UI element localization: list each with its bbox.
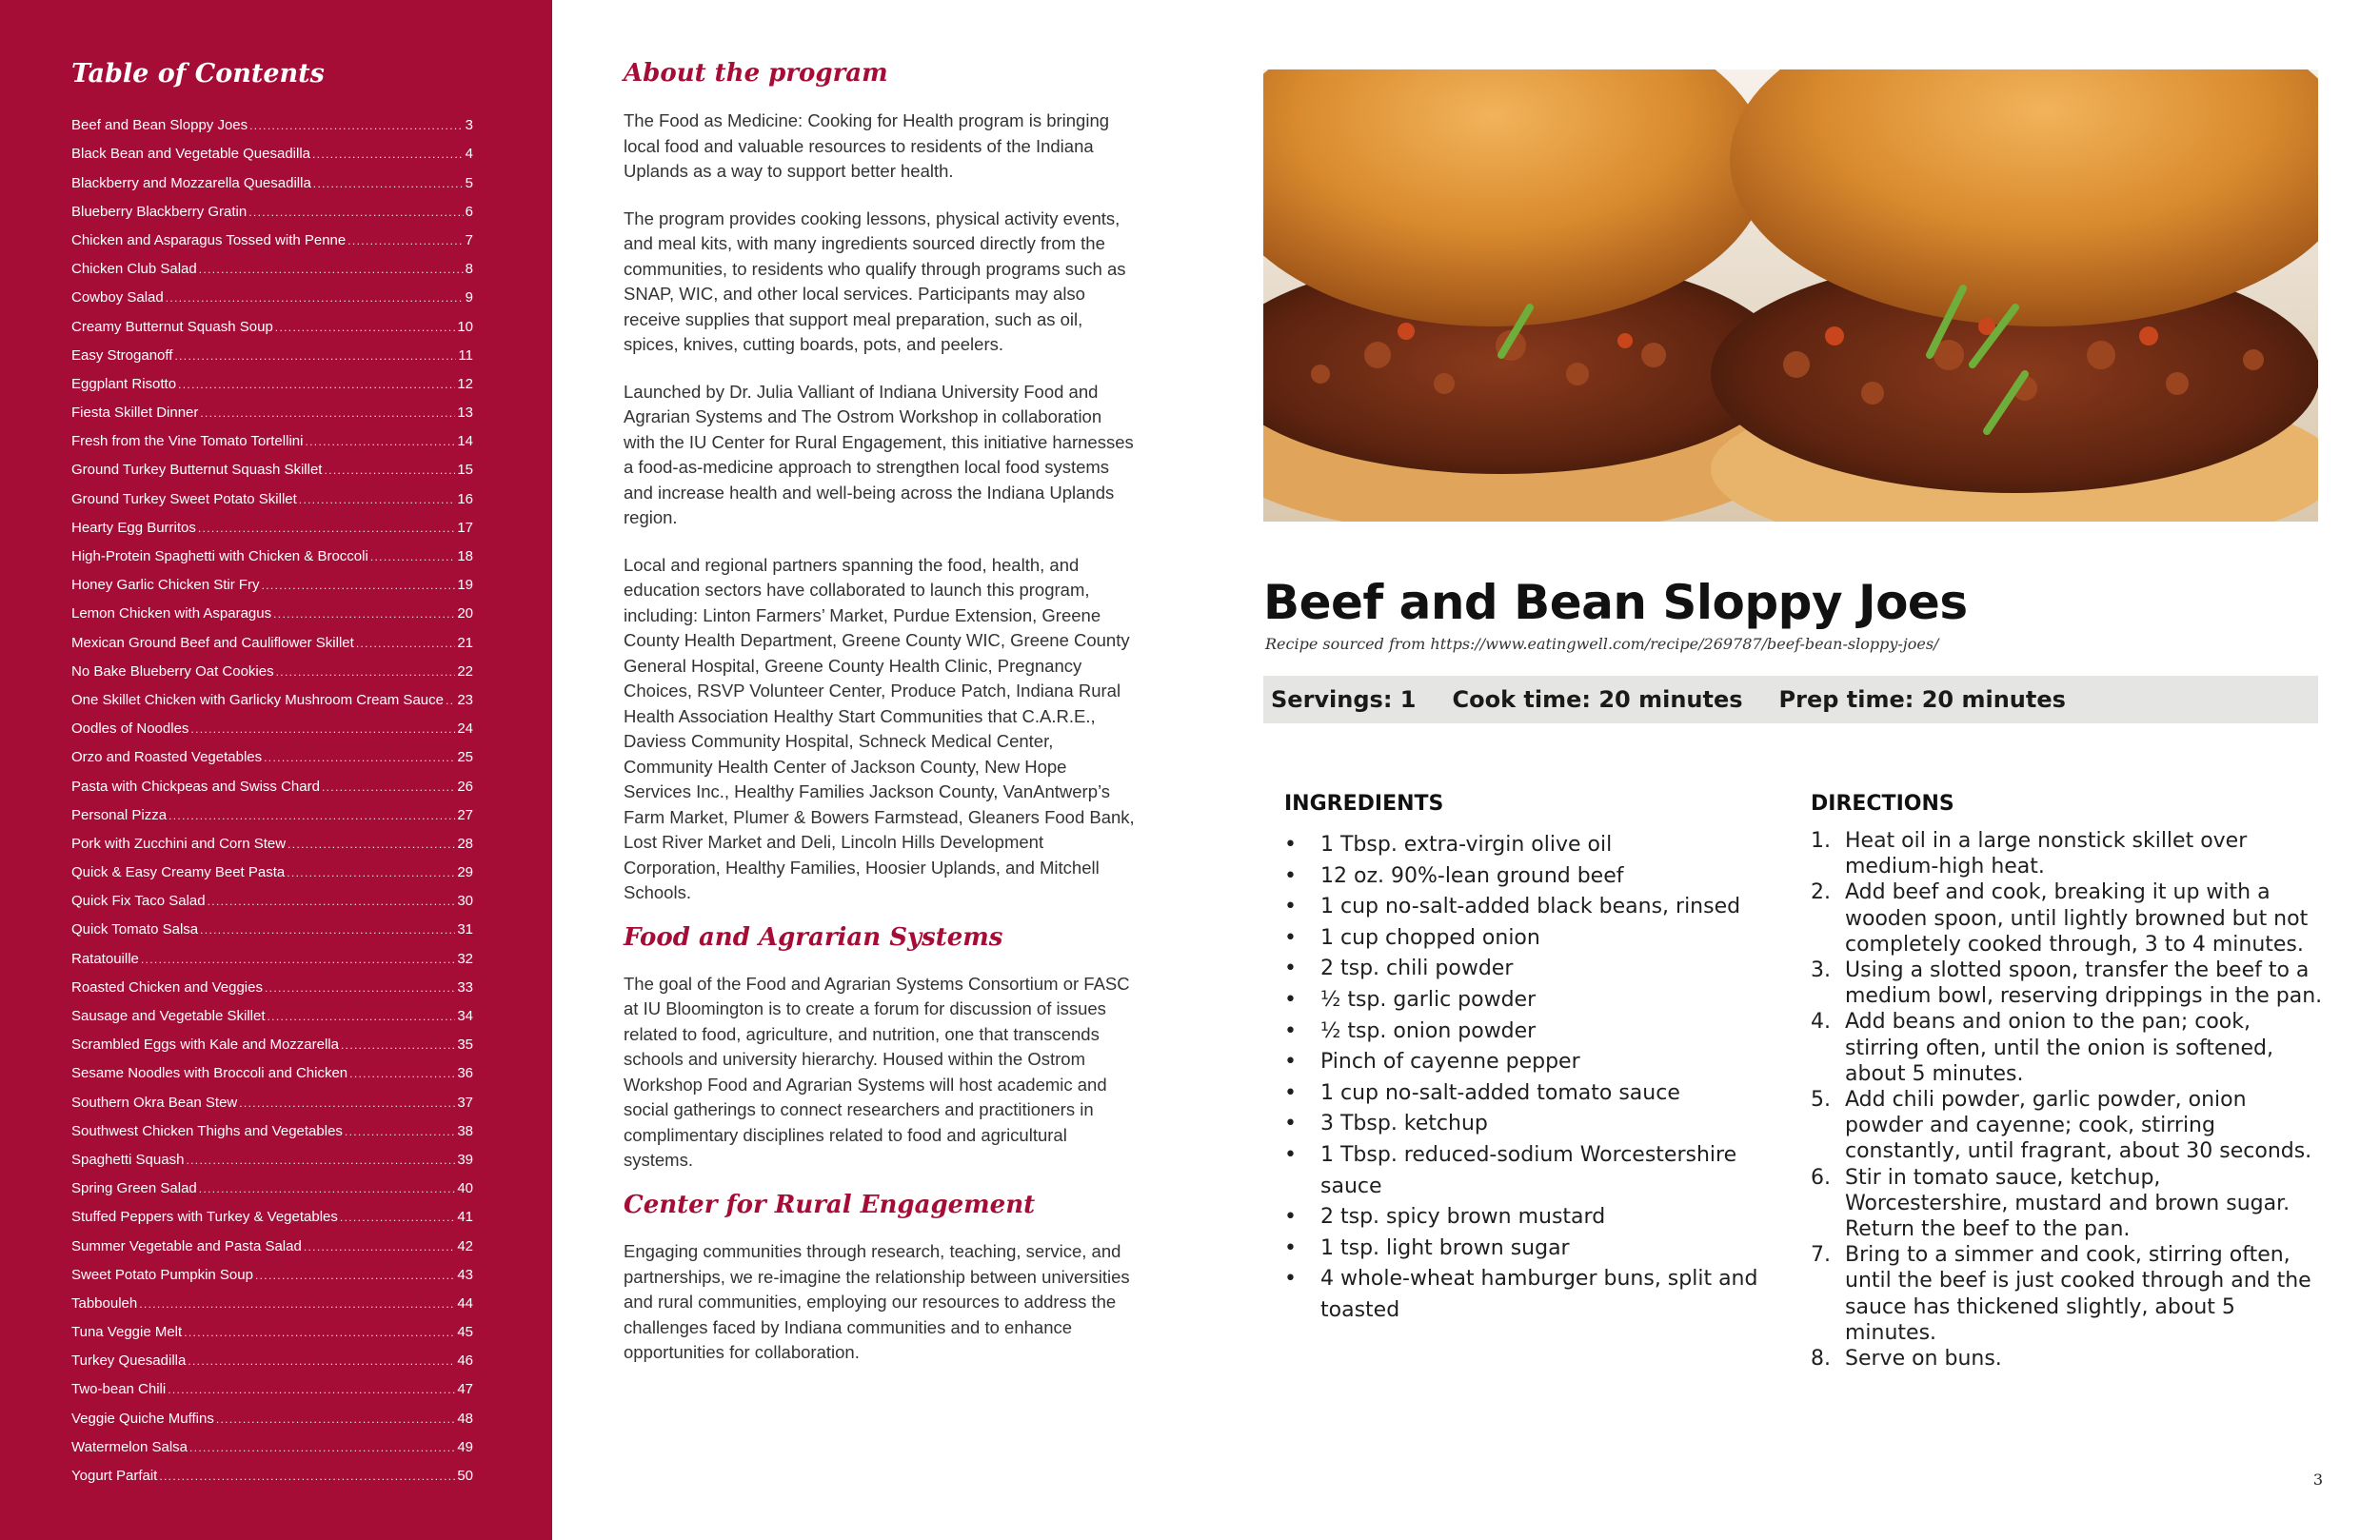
ingredient-item: • 1 cup chopped onion bbox=[1284, 923, 1779, 955]
toc-item[interactable] bbox=[71, 1139, 473, 1168]
toc-leader-dots bbox=[239, 1095, 455, 1111]
toc-leader-dots bbox=[248, 204, 463, 220]
toc-leader-dots bbox=[340, 1209, 455, 1225]
direction-step bbox=[1811, 1165, 2330, 1243]
recipe-title: Beef and Bean Sloppy Joes bbox=[1263, 575, 1968, 630]
toc-leader-dots bbox=[304, 1238, 455, 1254]
ingredient-item: • ½ tsp. onion powder bbox=[1284, 1017, 1779, 1048]
toc-item[interactable] bbox=[71, 996, 473, 1024]
toc-item-page: 41 bbox=[457, 1209, 473, 1226]
toc-item-label: Roasted Chicken and Veggies bbox=[71, 978, 263, 996]
toc-item[interactable] bbox=[71, 680, 473, 708]
toc-item-label: Black Bean and Vegetable Quesadilla bbox=[71, 146, 311, 163]
toc-item-page: 29 bbox=[457, 864, 473, 881]
toc-item-page: 38 bbox=[457, 1122, 473, 1139]
toc-item-label: Scrambled Eggs with Kale and Mozzarella bbox=[71, 1037, 339, 1054]
toc-item[interactable] bbox=[71, 1455, 473, 1484]
toc-item-page: 10 bbox=[457, 318, 473, 335]
toc-item-label: Spaghetti Squash bbox=[71, 1151, 185, 1168]
direction-step-number: 4. bbox=[1811, 1010, 1831, 1035]
toc-leader-dots bbox=[312, 146, 464, 162]
toc-item-page: 26 bbox=[457, 778, 473, 795]
toc-item[interactable] bbox=[71, 449, 473, 478]
ingredient-item: • 12 oz. 90%-lean ground beef bbox=[1284, 861, 1779, 893]
toc-item-label: Mexican Ground Beef and Cauliflower Skillet bbox=[71, 634, 354, 651]
direction-step-text: Heat oil in a large nonstick skillet over medium-high heat. bbox=[1845, 829, 2248, 879]
toc-item[interactable] bbox=[71, 1225, 473, 1254]
toc-item-label: Quick Tomato Salsa bbox=[71, 921, 199, 938]
direction-step-text: Add beans and onion to the pan; cook, stirring often, until the onion is softened, about 5 minutes. bbox=[1845, 1010, 2274, 1086]
ingredient-item: • 1 cup no-salt-added tomato sauce bbox=[1284, 1078, 1779, 1110]
toc-leader-dots bbox=[264, 749, 455, 765]
toc-item[interactable] bbox=[71, 651, 473, 680]
ingredients-heading: INGREDIENTS bbox=[1284, 792, 1444, 816]
directions-list bbox=[1811, 828, 2330, 1372]
directions-heading: DIRECTIONS bbox=[1811, 792, 1954, 816]
ingredient-item: • 1 tsp. light brown sugar bbox=[1284, 1234, 1779, 1265]
toc-item-page: 40 bbox=[457, 1180, 473, 1197]
toc-item-label: Spring Green Salad bbox=[71, 1180, 197, 1197]
toc-item-page: 39 bbox=[457, 1151, 473, 1168]
toc-item-label: Sausage and Vegetable Skillet bbox=[71, 1008, 266, 1024]
toc-item[interactable] bbox=[71, 277, 473, 306]
toc-item-page: 50 bbox=[457, 1468, 473, 1484]
toc-item-label: Oodles of Noodles bbox=[71, 721, 189, 738]
toc-item-page: 27 bbox=[457, 806, 473, 823]
toc-list bbox=[71, 105, 473, 1484]
toc-leader-dots bbox=[349, 1065, 455, 1081]
toc-item[interactable] bbox=[71, 765, 473, 794]
toc-item[interactable] bbox=[71, 162, 473, 190]
toc-item-page: 11 bbox=[458, 346, 473, 364]
toc-item-label: Chicken and Asparagus Tossed with Penne bbox=[71, 231, 347, 248]
toc-leader-dots bbox=[370, 548, 455, 564]
toc-item-page: 7 bbox=[465, 231, 473, 248]
toc-leader-dots bbox=[341, 1037, 455, 1053]
toc-item[interactable] bbox=[71, 1254, 473, 1283]
direction-step-number: 6. bbox=[1811, 1165, 1831, 1190]
toc-leader-dots bbox=[168, 1381, 455, 1397]
toc-leader-dots bbox=[299, 491, 456, 507]
toc-item[interactable] bbox=[71, 1196, 473, 1225]
toc-leader-dots bbox=[345, 1123, 455, 1139]
toc-item-label: Quick Fix Taco Salad bbox=[71, 893, 206, 910]
toc-item-label: Eggplant Risotto bbox=[71, 375, 177, 392]
toc-item[interactable] bbox=[71, 507, 473, 536]
toc-leader-dots bbox=[276, 663, 456, 680]
toc-leader-dots bbox=[313, 175, 464, 191]
toc-item-page: 36 bbox=[457, 1065, 473, 1082]
toc-leader-dots bbox=[189, 1439, 455, 1455]
direction-step-number: 5. bbox=[1811, 1088, 1831, 1113]
toc-item-label: Blueberry Blackberry Gratin bbox=[71, 203, 248, 220]
toc-item[interactable] bbox=[71, 191, 473, 220]
toc-item-label: Personal Pizza bbox=[71, 806, 168, 823]
toc-item-page: 31 bbox=[457, 921, 473, 938]
toc-item-label: Honey Garlic Chicken Stir Fry bbox=[71, 577, 260, 594]
toc-item-page: 47 bbox=[457, 1381, 473, 1398]
toc-leader-dots bbox=[255, 1267, 455, 1283]
toc-item-label: Tuna Veggie Melt bbox=[71, 1324, 183, 1341]
toc-item-label: One Skillet Chicken with Garlicky Mushroom Cream Sauce bbox=[71, 691, 444, 708]
toc-leader-dots bbox=[159, 1468, 455, 1484]
toc-item-label: Southwest Chicken Thighs and Vegetables bbox=[71, 1122, 343, 1139]
table-of-contents-sidebar bbox=[0, 0, 552, 1540]
direction-step bbox=[1811, 1346, 2330, 1372]
toc-item[interactable] bbox=[71, 622, 473, 650]
toc-item[interactable] bbox=[71, 852, 473, 880]
direction-step-number: 1. bbox=[1811, 829, 1831, 853]
toc-leader-dots bbox=[273, 605, 455, 622]
toc-item-label: Summer Vegetable and Pasta Salad bbox=[71, 1237, 302, 1254]
toc-item-label: Watermelon Salsa bbox=[71, 1438, 188, 1455]
toc-leader-dots bbox=[324, 462, 455, 478]
toc-item-page: 44 bbox=[457, 1294, 473, 1312]
direction-step-number: 7. bbox=[1811, 1243, 1831, 1268]
direction-step-text: Add chili powder, garlic powder, onion powder and cayenne; cook, stirring constantly, until fragrant, about 30 seconds. bbox=[1845, 1088, 2312, 1164]
toc-leader-dots bbox=[262, 577, 456, 593]
direction-step-text: Stir in tomato sauce, ketchup, Worcestershire, mustard and brown sugar. Return the beef to the pan. bbox=[1845, 1165, 2291, 1242]
toc-leader-dots bbox=[208, 893, 456, 909]
cre-heading: Center for Rural Engagement bbox=[624, 1190, 1036, 1219]
toc-title: Table of Contents bbox=[71, 59, 325, 89]
toc-item-label: Ground Turkey Butternut Squash Skillet bbox=[71, 462, 323, 479]
toc-item[interactable] bbox=[71, 1024, 473, 1053]
toc-item[interactable] bbox=[71, 1340, 473, 1369]
toc-item[interactable] bbox=[71, 248, 473, 277]
ingredient-item: • 2 tsp. chili powder bbox=[1284, 954, 1779, 985]
toc-item[interactable] bbox=[71, 1427, 473, 1455]
toc-leader-dots bbox=[169, 807, 455, 823]
toc-leader-dots bbox=[198, 520, 455, 536]
direction-step bbox=[1811, 879, 2330, 958]
recipe-source: Recipe sourced from https://www.eatingwell.com/recipe/269787/beef-bean-sloppy-joes/ bbox=[1265, 635, 1939, 653]
toc-item-page: 18 bbox=[457, 548, 473, 564]
toc-item-label: Sweet Potato Pumpkin Soup bbox=[71, 1266, 253, 1283]
toc-leader-dots bbox=[347, 232, 463, 248]
toc-leader-dots bbox=[184, 1324, 455, 1340]
toc-item-page: 35 bbox=[457, 1037, 473, 1054]
about-heading: About the program bbox=[624, 59, 888, 88]
toc-item[interactable] bbox=[71, 1312, 473, 1340]
toc-item[interactable] bbox=[71, 220, 473, 248]
page-number: 3 bbox=[2312, 1471, 2323, 1489]
ingredient-item: • 1 cup no-salt-added black beans, rinsed bbox=[1284, 892, 1779, 923]
direction-step bbox=[1811, 958, 2330, 1009]
toc-item-page: 22 bbox=[457, 662, 473, 680]
toc-item[interactable] bbox=[71, 737, 473, 765]
ingredient-item: • ½ tsp. garlic powder bbox=[1284, 985, 1779, 1017]
toc-item[interactable] bbox=[71, 105, 473, 133]
ingredient-item: • 3 Tbsp. ketchup bbox=[1284, 1109, 1779, 1140]
toc-leader-dots bbox=[186, 1152, 455, 1168]
toc-item-label: Turkey Quesadilla bbox=[71, 1352, 187, 1370]
toc-item[interactable] bbox=[71, 938, 473, 966]
toc-leader-dots bbox=[199, 261, 464, 277]
toc-item[interactable] bbox=[71, 364, 473, 392]
toc-leader-dots bbox=[446, 692, 455, 708]
toc-item-label: Fresh from the Vine Tomato Tortellini bbox=[71, 433, 304, 450]
toc-item-label: Pork with Zucchini and Corn Stew bbox=[71, 835, 287, 852]
toc-leader-dots bbox=[166, 289, 464, 306]
toc-item[interactable] bbox=[71, 909, 473, 938]
direction-step bbox=[1811, 1087, 2330, 1165]
toc-item-page: 6 bbox=[465, 203, 473, 220]
toc-leader-dots bbox=[178, 376, 455, 392]
ingredient-item: • 2 tsp. spicy brown mustard bbox=[1284, 1202, 1779, 1234]
toc-item-label: Easy Stroganoff bbox=[71, 346, 173, 364]
direction-step bbox=[1811, 1009, 2330, 1087]
toc-item[interactable] bbox=[71, 708, 473, 737]
direction-step-number: 3. bbox=[1811, 958, 1831, 983]
toc-item[interactable] bbox=[71, 1397, 473, 1426]
toc-item[interactable] bbox=[71, 536, 473, 564]
toc-item-label: Hearty Egg Burritos bbox=[71, 519, 196, 536]
toc-item-page: 3 bbox=[465, 117, 473, 134]
ingredient-item: • 1 Tbsp. reduced-sodium Worcestershire sauce bbox=[1284, 1140, 1779, 1202]
toc-item-label: Quick & Easy Creamy Beet Pasta bbox=[71, 864, 286, 881]
toc-item-page: 46 bbox=[457, 1352, 473, 1370]
toc-item-label: Orzo and Roasted Vegetables bbox=[71, 749, 263, 766]
toc-leader-dots bbox=[188, 1352, 455, 1369]
toc-item-page: 20 bbox=[457, 605, 473, 622]
toc-item[interactable] bbox=[71, 967, 473, 996]
toc-item-label: Beef and Bean Sloppy Joes bbox=[71, 117, 248, 134]
about-column bbox=[624, 59, 1138, 1366]
toc-item-page: 23 bbox=[457, 691, 473, 708]
ingredients-list bbox=[1284, 830, 1779, 1327]
toc-leader-dots bbox=[322, 779, 455, 795]
about-paragraph-4: Local and regional partners spanning the food, health, and education sectors have collaborated to launch this program, including: Linton Farmers’ Market, Purdue Extension, Greene County Health Department, Greene County WIC, Greene County General Hospital, Greene County Health Clinic, Pregnancy Choices, RSVP Volunteer Center, Produce Patch, Indiana Rural Health Association Healthy Start Communities that C.A.R.E., Daviess Community Hospital, Schneck Medical Center, Community Health Center of Jackson County, New Hope Services Inc., Healthy Families Jackson County, VanAntwerp’s Farm Market, Plumer & Bowers Farmstead, Gleaners Food Bank, Lost River Market and Deli, Lincoln Hills Development Corporation, Healthy Families, Hoosier Uplands, and Mitchell Schools. bbox=[624, 554, 1135, 903]
toc-item-label: Chicken Club Salad bbox=[71, 261, 197, 278]
toc-item[interactable] bbox=[71, 392, 473, 421]
toc-item-label: Southern Okra Bean Stew bbox=[71, 1094, 238, 1111]
toc-item-label: Two-bean Chili bbox=[71, 1381, 167, 1398]
direction-step-text: Using a slotted spoon, transfer the beef to a medium bowl, reserving drippings in the pan. bbox=[1845, 958, 2323, 1009]
toc-item-page: 32 bbox=[457, 950, 473, 967]
cre-paragraph: Engaging communities through research, teaching, service, and partnerships, we re-imagine the relationship between universities and rural communities, employing our resources to address the challenges faced by Indiana communities and to enhance opportunities for collaboration. bbox=[624, 1241, 1130, 1363]
toc-item-page: 8 bbox=[465, 261, 473, 278]
toc-leader-dots bbox=[287, 864, 455, 880]
toc-item-label: Fiesta Skillet Dinner bbox=[71, 405, 199, 422]
toc-item[interactable] bbox=[71, 133, 473, 162]
toc-leader-dots bbox=[249, 117, 464, 133]
toc-leader-dots bbox=[200, 405, 455, 421]
servings: Servings: 1 bbox=[1271, 686, 1417, 713]
direction-step-text: Serve on buns. bbox=[1845, 1347, 2002, 1372]
toc-item-page: 43 bbox=[457, 1266, 473, 1283]
toc-item-page: 37 bbox=[457, 1094, 473, 1111]
toc-item-page: 33 bbox=[457, 978, 473, 996]
toc-item-page: 21 bbox=[457, 634, 473, 651]
ingredient-item: • Pinch of cayenne pepper bbox=[1284, 1047, 1779, 1078]
toc-item-label: Tabbouleh bbox=[71, 1294, 138, 1312]
toc-item-page: 15 bbox=[457, 462, 473, 479]
toc-item-page: 48 bbox=[457, 1410, 473, 1427]
toc-leader-dots bbox=[305, 433, 455, 449]
toc-item-label: Pasta with Chickpeas and Swiss Chard bbox=[71, 778, 320, 795]
toc-item[interactable] bbox=[71, 1081, 473, 1110]
toc-item-page: 13 bbox=[457, 405, 473, 422]
toc-item[interactable] bbox=[71, 564, 473, 593]
toc-item[interactable] bbox=[71, 478, 473, 506]
toc-item-label: Stuffed Peppers with Turkey & Vegetables bbox=[71, 1209, 338, 1226]
toc-item-page: 12 bbox=[457, 375, 473, 392]
toc-leader-dots bbox=[190, 721, 455, 737]
fas-paragraph: The goal of the Food and Agrarian Systems Consortium or FASC at IU Bloomington is to create a forum for discussion of issues related to food, agriculture, and nutrition, one that transcends schools and university hierarchy. Housed within the Ostrom Workshop Food and Agrarian Systems will host academic and social gatherings to connect researchers and practitioners in complimentary disciplines related to food and agricultural systems. bbox=[624, 973, 1130, 1171]
toc-item-label: No Bake Blueberry Oat Cookies bbox=[71, 662, 274, 680]
direction-step-text: Add beef and cook, breaking it up with a wooden spoon, until lightly browned but not completely cooked through, 3 to 4 minutes. bbox=[1845, 880, 2309, 957]
toc-leader-dots bbox=[199, 1180, 456, 1196]
toc-item[interactable] bbox=[71, 1283, 473, 1312]
toc-item-label: Ratatouille bbox=[71, 950, 139, 967]
toc-leader-dots bbox=[139, 1295, 455, 1312]
direction-step bbox=[1811, 1242, 2330, 1346]
toc-item-page: 30 bbox=[457, 893, 473, 910]
toc-item-page: 45 bbox=[457, 1324, 473, 1341]
cook-time: Cook time: 20 minutes bbox=[1452, 686, 1743, 713]
toc-item[interactable] bbox=[71, 1369, 473, 1397]
ingredient-item: • 1 Tbsp. extra-virgin olive oil bbox=[1284, 830, 1779, 861]
toc-item-label: Sesame Noodles with Broccoli and Chicken bbox=[71, 1065, 348, 1082]
direction-step-text: Bring to a simmer and cook, stirring often, until the beef is just cooked through and the sauce has thickened slightly, about 5 minutes. bbox=[1845, 1243, 2311, 1345]
direction-step-number: 8. bbox=[1811, 1347, 1831, 1372]
toc-item-label: Lemon Chicken with Asparagus bbox=[71, 605, 272, 622]
toc-item[interactable] bbox=[71, 306, 473, 334]
sloppy-joes-illustration bbox=[1263, 69, 2318, 522]
toc-item[interactable] bbox=[71, 880, 473, 909]
toc-item-page: 34 bbox=[457, 1008, 473, 1024]
toc-item[interactable] bbox=[71, 1053, 473, 1081]
toc-item-page: 9 bbox=[465, 289, 473, 306]
toc-item-label: High-Protein Spaghetti with Chicken & Broccoli bbox=[71, 548, 368, 564]
direction-step-number: 2. bbox=[1811, 880, 1831, 905]
toc-item[interactable] bbox=[71, 823, 473, 852]
toc-item-page: 28 bbox=[457, 835, 473, 852]
toc-item-label: Yogurt Parfait bbox=[71, 1468, 158, 1484]
about-paragraph-3: Launched by Dr. Julia Valliant of Indiana University Food and Agrarian Systems and The Ostrom Workshop in collaboration with the IU Center for Rural Engagement, this initiative harnesses a food-as-medicine approach to strengthen local food systems and increase health and well-being across the Indiana Uplands region. bbox=[624, 381, 1134, 528]
toc-item-page: 14 bbox=[457, 433, 473, 450]
toc-item-label: Creamy Butternut Squash Soup bbox=[71, 318, 273, 335]
ingredient-item: • 4 whole-wheat hamburger buns, split and toasted bbox=[1284, 1264, 1779, 1326]
toc-item-label: Blackberry and Mozzarella Quesadilla bbox=[71, 174, 311, 191]
toc-item-page: 25 bbox=[457, 749, 473, 766]
toc-item-label: Veggie Quiche Muffins bbox=[71, 1410, 214, 1427]
toc-item[interactable] bbox=[71, 1111, 473, 1139]
toc-item[interactable] bbox=[71, 795, 473, 823]
toc-item-page: 49 bbox=[457, 1438, 473, 1455]
about-paragraph-2: The program provides cooking lessons, physical activity events, and meal kits, with many ingredients sourced directly from the communities, to residents who qualify through programs such as SNAP, WIC, and other local services. Participants may also receive supplies that support meal preparation, such as oil, spices, knives, cutting boards, pots, and peelers. bbox=[624, 207, 1126, 355]
toc-item[interactable] bbox=[71, 421, 473, 449]
toc-leader-dots bbox=[356, 635, 455, 651]
fas-heading: Food and Agrarian Systems bbox=[624, 922, 1003, 952]
toc-item-page: 24 bbox=[457, 721, 473, 738]
toc-leader-dots bbox=[275, 319, 456, 335]
toc-leader-dots bbox=[216, 1411, 455, 1427]
toc-leader-dots bbox=[141, 951, 455, 967]
toc-item[interactable] bbox=[71, 335, 473, 364]
toc-item-page: 5 bbox=[465, 174, 473, 191]
toc-leader-dots bbox=[268, 1008, 456, 1024]
toc-item-page: 16 bbox=[457, 490, 473, 507]
toc-leader-dots bbox=[174, 347, 456, 364]
toc-item-page: 17 bbox=[457, 519, 473, 536]
toc-item-page: 4 bbox=[465, 146, 473, 163]
about-paragraph-1: The Food as Medicine: Cooking for Health program is bringing local food and valuable resources to residents of the Indiana Uplands as a way to support better health. bbox=[624, 110, 1110, 182]
toc-item[interactable] bbox=[71, 593, 473, 622]
toc-leader-dots bbox=[265, 979, 455, 996]
recipe-photo bbox=[1263, 69, 2318, 522]
toc-item-label: Cowboy Salad bbox=[71, 289, 164, 306]
toc-leader-dots bbox=[288, 836, 455, 852]
prep-time: Prep time: 20 minutes bbox=[1778, 686, 2066, 713]
toc-item[interactable] bbox=[71, 1168, 473, 1196]
toc-item-page: 42 bbox=[457, 1237, 473, 1254]
toc-item-page: 19 bbox=[457, 577, 473, 594]
recipe-info-bar bbox=[1263, 676, 2318, 723]
toc-item-label: Ground Turkey Sweet Potato Skillet bbox=[71, 490, 297, 507]
direction-step bbox=[1811, 828, 2330, 879]
toc-leader-dots bbox=[200, 921, 455, 938]
